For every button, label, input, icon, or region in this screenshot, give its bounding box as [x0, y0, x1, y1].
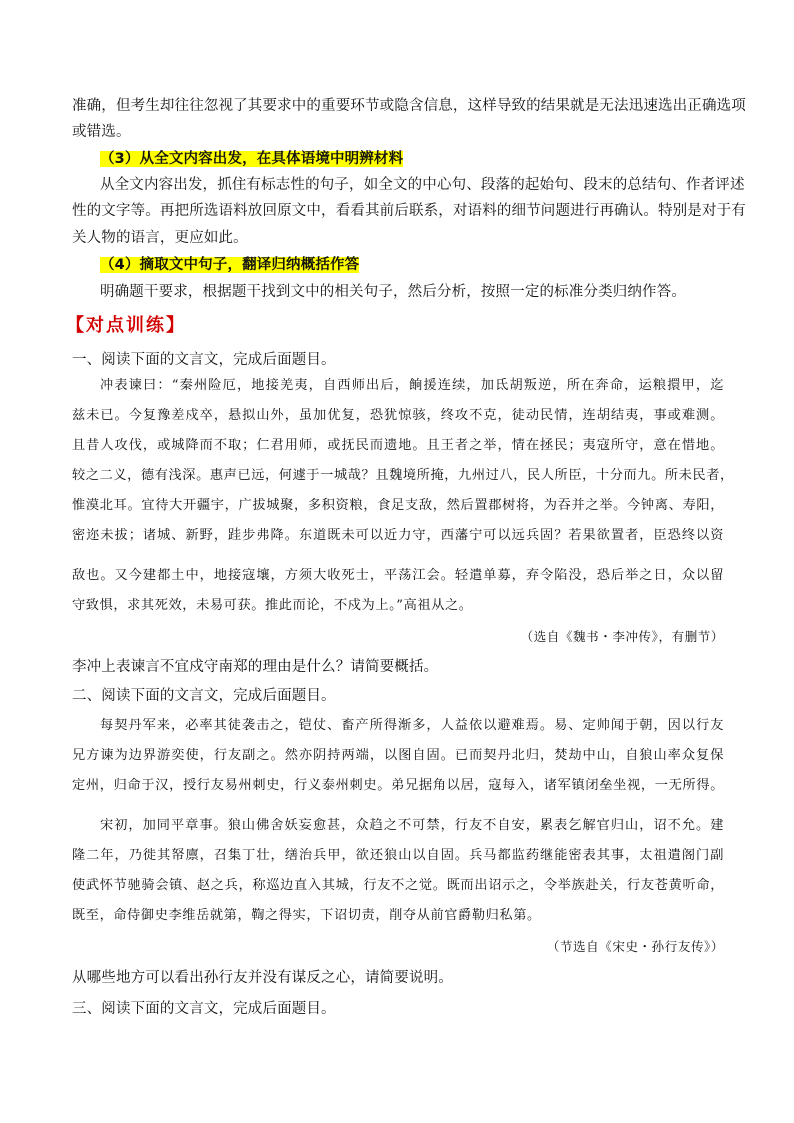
q1-passage-line: 守致惧，求其死效，未易可获。推此而论，不戍为上。”高祖从之。 [72, 598, 473, 613]
q2-passage-line: 既至，命侍御史李维岳就第，鞫之得实，下诏切责，削夺从前官爵勒归私第。 [72, 908, 541, 923]
q1-passage-line: 且昔人攻伐，或城降而不取；仁君用师，或抚民而遗地。且王者之举，情在拯民；夷寇所守，意在惜地。 [72, 438, 724, 453]
step3-line-1: 从全文内容出发，抓住有标志性的句子，如全文的中心句、段落的起始句、段末的总结句、作者评述 [100, 177, 745, 193]
intro-line-2: 或错选。 [72, 124, 131, 140]
q2-prompt: 二、阅读下面的文言文，完成后面题目。 [72, 688, 336, 704]
q1-passage-line: 密迩未拔；诸城、新野，跬步弗降。东道既未可以近力守，西藩宁可以远兵固？若果欲置者，臣恐终以资 [72, 528, 724, 543]
q2-passage-line: 兄方谏为边界游奕使，行友副之。然亦阴持两端，以图自固。已而契丹北归，焚劫中山，自狼山率众复保 [72, 748, 724, 763]
step4-heading-text: （4）摘取文中句子，翻译归纳概括作答 [100, 257, 360, 273]
q2-passage-line: 每契丹军来，必率其徒袭击之，铠仗、畜产所得渐多，人益依以避难焉。易、定帅闻于朝，因以行友 [100, 718, 724, 733]
intro-line-1: 准确，但考生却往往忽视了其要求中的重要环节或隐含信息，这样导致的结果就是无法迅速选出正确选项 [72, 98, 746, 114]
q1-passage-line: 敌也。又今建都土中，地接寇壤，方须大收死士，平荡江会。轻遣单募，弃令陷没，恐后举之日，众以留 [72, 568, 724, 583]
q3-prompt: 三、阅读下面的文言文，完成后面题目。 [72, 1001, 336, 1017]
q1-passage-line: 冲表谏曰：“秦州险厄，地接羌夷，自西师出后，餉援连续，加氐胡叛逆，所在奔命，运粮擐甲，迄 [100, 378, 724, 393]
q1-prompt: 一、阅读下面的文言文，完成后面题目。 [72, 352, 336, 368]
q2-passage-line: 宋初，加同平章事。狼山佛舍妖妄愈甚，众趋之不可禁，行友不自安，累表乞解官归山，诏不允。建 [100, 818, 724, 833]
q1-passage-line: 兹未已。今复豫差戍卒，悬拟山外，虽加优复，恐犹惊骇，终攻不克，徒动民情，连胡结夷，事或难测。 [72, 408, 724, 423]
training-title: 【对点训练】 [66, 315, 186, 336]
step3-heading [100, 147, 403, 172]
q2-question: 从哪些地方可以看出孙行友并没有谋反之心，请简要说明。 [72, 970, 453, 986]
step4-line: 明确题干要求，根据题干找到文中的相关句子，然后分析，按照一定的标准分类归纳作答。 [100, 284, 686, 300]
step4-heading [100, 253, 359, 278]
q1-source: （选自《魏书・李冲传》，有删节） [520, 629, 724, 644]
step3-heading-text: （3）从全文内容出发，在具体语境中明辨材料 [100, 151, 404, 167]
step3-line-3: 关人物的语言，更应如此。 [72, 230, 248, 246]
q1-question: 李冲上表谏言不宜戍守南郑的理由是什么？请简要概括。 [72, 659, 439, 675]
q1-passage-line: 惟漠北耳。宜待大开疆宇，广拔城聚，多积资粮，食足支敌，然后置郡树将，为吞并之举。今钟离、寿阳， [72, 498, 724, 513]
q2-source: （节选自《宋史・孙行友传》） [546, 939, 724, 954]
q2-passage-line: 使武怀节驰骑会镇、赵之兵，称巡边直入其城，行友不之觉。既而出诏示之，令举族赴关，行友苍黄听命， [72, 878, 724, 893]
step3-line-2: 性的文字等。再把所选语料放回原文中，看看其前后联系，对语料的细节问题进行再确认。特别是对于有 [72, 203, 746, 219]
q1-passage-line: 较之二义，德有浅深。惠声已远，何遽于一城哉？且魏境所掩，九州过八，民人所臣，十分而九。所未民者， [72, 468, 734, 483]
q2-passage-line: 隆二年，乃徙其帑廪，召集丁壮，缮治兵甲，欲还狼山以自固。兵马都监药继能密表其事，太祖遣阁门副 [72, 848, 724, 863]
q2-passage-line: 定州，归命于汉，授行友易州刺史，行义泰州刺史。弟兄据角以居，寇每入，诸军镇闭垒坐视，一无所得。 [72, 778, 724, 793]
